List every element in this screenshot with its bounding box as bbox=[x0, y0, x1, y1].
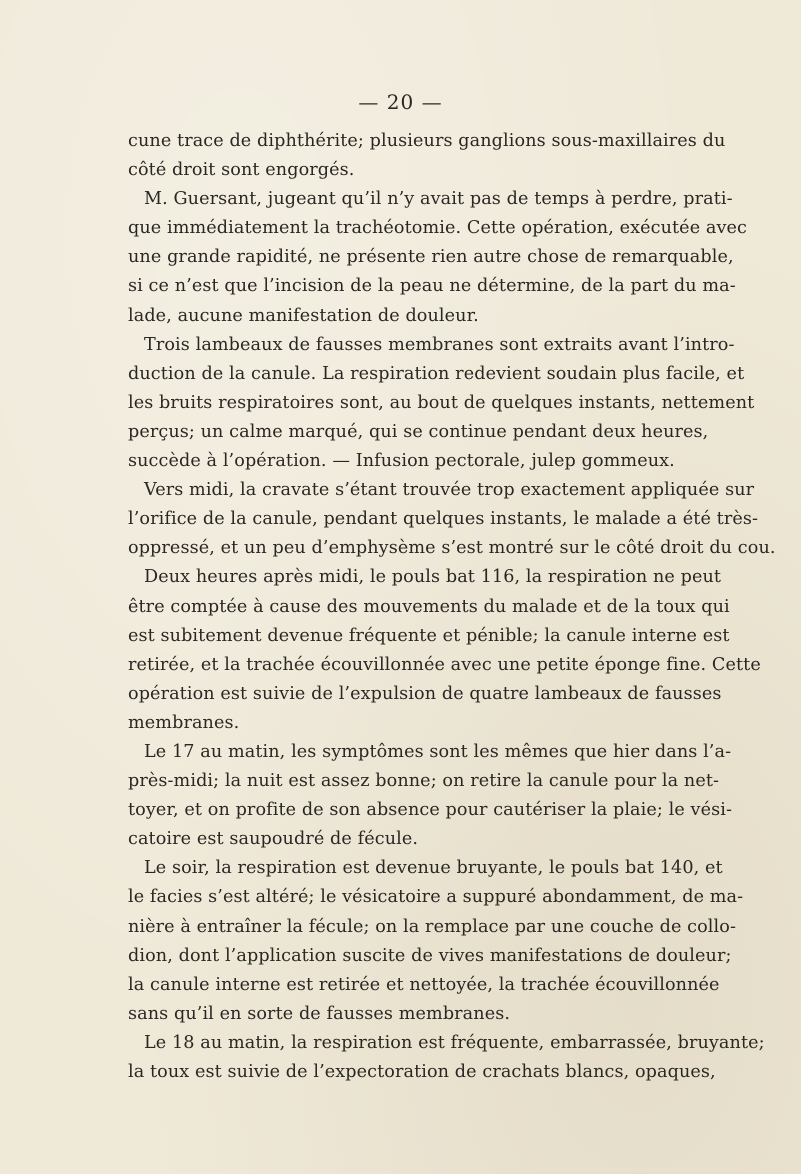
text-line: cune trace de diphthérite; plusieurs ganglions sous-maxillaires du bbox=[128, 131, 726, 151]
text-line: si ce n’est que l’incision de la peau ne détermine, de la part du ma- bbox=[128, 276, 736, 297]
text-line: lade, aucune manifestation de douleur. bbox=[128, 305, 479, 326]
text-line: M. Guersant, jugeant qu’il n’y avait pas de temps à perdre, prati- bbox=[144, 189, 733, 210]
text-line: Deux heures après midi, le pouls bat 116, la respiration ne peut bbox=[144, 567, 722, 588]
text-line: opération est suivie de l’expulsion de quatre lambeaux de fausses bbox=[128, 683, 722, 704]
text-line: toyer, et on profite de son absence pour cautériser la plaie; le vési- bbox=[128, 800, 732, 821]
text-line: Vers midi, la cravate s’étant trouvée trop exactement appliquée sur bbox=[144, 480, 755, 501]
text-line: le facies s’est altéré; le vésicatoire a suppuré abondamment, de ma- bbox=[128, 887, 744, 908]
text-line: l’orifice de la canule, pendant quelques instants, le malade a été très- bbox=[128, 509, 759, 530]
text-line: les bruits respiratoires sont, au bout de quelques instants, nettement bbox=[128, 392, 755, 413]
text-line: Le 17 au matin, les symptômes sont les mêmes que hier dans l’a- bbox=[144, 741, 732, 762]
body-text bbox=[128, 127, 776, 1087]
text-line: Le soir, la respiration est devenue bruyante, le pouls bat 140, et bbox=[144, 858, 723, 879]
text-line: est subitement devenue fréquente et pénible; la canule interne est bbox=[128, 625, 730, 646]
page-number: — 20 — bbox=[358, 90, 443, 114]
text-line: la toux est suivie de l’expectoration de crachats blancs, opaques, bbox=[128, 1062, 716, 1082]
text-line: duction de la canule. La respiration redevient soudain plus facile, et bbox=[128, 363, 745, 384]
text-line: dion, dont l’application suscite de vives manifestations de douleur; bbox=[128, 945, 732, 966]
text-line: membranes. bbox=[128, 712, 240, 733]
text-line: retirée, et la trachée écouvillonnée avec une petite éponge fine. Cette bbox=[128, 654, 761, 675]
text-line: Trois lambeaux de fausses membranes sont extraits avant l’intro- bbox=[144, 334, 735, 355]
text-line: sans qu’il en sorte de fausses membranes. bbox=[128, 1003, 511, 1024]
text-line: catoire est saupoudré de fécule. bbox=[128, 829, 419, 850]
text-line: être comptée à cause des mouvements du malade et de la toux qui bbox=[128, 596, 730, 617]
text-line: nière à entraîner la fécule; on la remplace par une couche de collo- bbox=[128, 916, 736, 937]
text-line: près-midi; la nuit est assez bonne; on retire la canule pour la net- bbox=[128, 771, 720, 792]
text-line: perçus; un calme marqué, qui se continue pendant deux heures, bbox=[128, 421, 709, 442]
text-line: que immédiatement la trachéotomie. Cette opération, exécutée avec bbox=[128, 218, 747, 239]
text-line: la canule interne est retirée et nettoyée, la trachée écouvillonnée bbox=[128, 974, 720, 995]
text-line: succède à l’opération. — Infusion pectorale, julep gommeux. bbox=[128, 451, 675, 472]
text-line: Le 18 au matin, la respiration est fréquente, embarrassée, bruyante; bbox=[144, 1032, 765, 1053]
text-line: une grande rapidité, ne présente rien autre chose de remarquable, bbox=[128, 247, 734, 268]
text-line: oppressé, et un peu d’emphysème s’est montré sur le côté droit du cou. bbox=[128, 538, 776, 559]
text-line: côté droit sont engorgés. bbox=[128, 160, 355, 181]
